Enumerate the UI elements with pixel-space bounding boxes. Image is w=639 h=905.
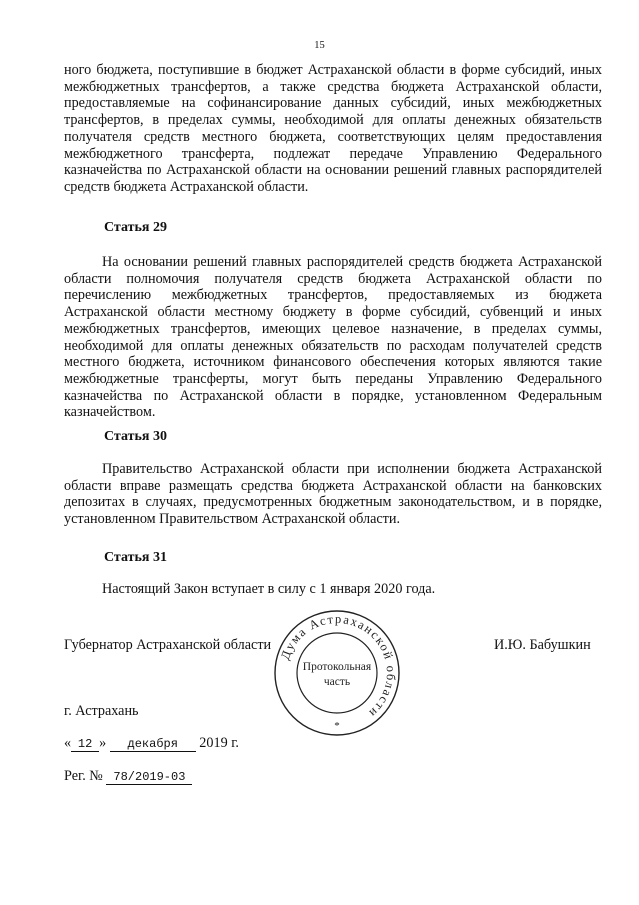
reg-number: 78/2019-03 — [106, 770, 192, 785]
article-30-heading: Статья 30 — [104, 429, 167, 444]
date-open-quote: « — [64, 735, 72, 751]
date-day: 12 — [71, 737, 99, 752]
place-of-signing: г. Астрахань — [64, 703, 139, 719]
signature-position: Губернатор Астраханской области — [64, 637, 272, 653]
seal-ring-text: Дума Астраханской области — [277, 611, 399, 722]
seal-center-line2: часть — [323, 676, 351, 688]
page-number: 15 — [314, 40, 325, 51]
seal-center-line1: Протокольная — [302, 661, 372, 673]
seal-star: * — [334, 720, 340, 732]
reg-label: Рег. № — [64, 768, 103, 784]
official-seal — [272, 608, 402, 738]
article-31-heading: Статья 31 — [104, 550, 167, 565]
article-31-text: Настоящий Закон вступает в силу с 1 января 2020 года. — [102, 581, 436, 597]
registration-number — [64, 768, 192, 785]
date-year: 2019 г. — [199, 735, 239, 751]
signature-name: И.Ю. Бабушкин — [494, 637, 591, 653]
date-close-quote: » — [99, 735, 107, 751]
paragraph-continuation: ного бюджета, поступившие в бюджет Астраханской области в форме субсидий, иных межбюджетных трансфертов, а также средства бюджета Астраханской области, предоставляемые на софинансирование данных субсидий, иных межбюджетных трансфертов, в пределах суммы, необходимой для оплаты денежных обязательств получателя средств местного бюджета, соответствующих целям предоставления межбюджетного трансферта, подлежат передаче Управлению Федерального казначейства по Астраханской области на основании решений главных распорядителей средств бюджета Астраханской области. — [64, 62, 602, 195]
article-29-text: На основании решений главных распорядителей средств бюджета Астраханской области полномочия получателя средств бюджета Астраханской области по перечислению межбюджетных трансфертов, предоставляемых из бюджета Астраханской области местному бюджету в форме субсидий, субвенций и иных межбюджетных трансфертов, имеющих целевое назначение, в пределах суммы, необходимой для оплаты денежных обязательств по расходам получателей средств местного бюджета, источником финансового обеспечения которых являются такие межбюджетные трансферты, могут быть переданы Управлению Федерального казначейства по Астраханской области в порядке, установленном Федеральным казначейством. — [64, 254, 602, 421]
article-30-text: Правительство Астраханской области при исполнении бюджета Астраханской области вправе размещать средства бюджета Астраханской области на банковских депозитах в случаях, предусмотренных бюджетным законодательством, и в порядке, установленном Правительством Астраханской области. — [64, 461, 602, 528]
article-29-heading: Статья 29 — [104, 220, 167, 235]
signing-date — [64, 735, 239, 752]
date-month: декабря — [110, 737, 196, 752]
